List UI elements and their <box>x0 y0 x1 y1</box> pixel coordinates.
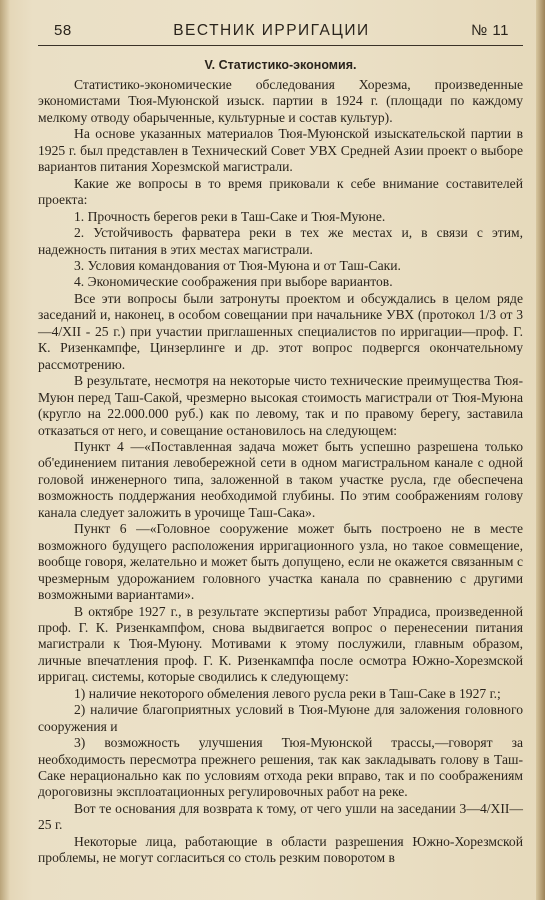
paragraph: Статистико-экономические обследования Хорезма, произведенные экономистами Тюя-Муюнской изыск. партии в 1924 г. (площади по каждому мелкому отводу обарыченные, культурные и состав культур). <box>38 77 523 125</box>
paragraph: Некоторые лица, работающие в области разрешения Южно-Хорезмской проблемы, не могут согласиться со столь резким поворотом в <box>38 833 523 866</box>
section-title: V. Статистико-экономия. <box>204 58 357 72</box>
page-number: 58 <box>54 22 72 39</box>
paragraph: На основе указанных материалов Тюя-Муюнской изыскательской партии в 1925 г. был представлен в Технический Совет УВХ Средней Азии проект о выборе вариантов питания Хорезмской магистрали. <box>38 126 523 175</box>
paragraph: В результате, несмотря на некоторые чисто технические преимущества Тюя-Муюн перед Таш-Сакой, чрезмерно высокая стоимость магистрали от Тюя-Муюна (кругло на 22.000.000 руб.) как по левому, так и по правому берегу, заставила отказаться от него, и совещание остановилось на следующем: <box>38 373 523 438</box>
quoted-clause: Пункт 4 —«Поставленная задача может быть успешно разрешена только об'единением питания левобережной сети в одном магистральном канале с одной головой инженерного типа, заложенной в таком участке русла, где обеспечена возможность поддержания необходимой глубины. По этим соображениям голову канала следует заложить в урочище Таш-Сака». <box>38 438 523 520</box>
list-item: 4. Экономические соображения при выборе вариантов. <box>74 274 393 290</box>
article-body <box>38 77 523 867</box>
paragraph: Вот те основания для возврата к тому, от чего ушли на заседании 3—4/XII—25 г. <box>38 800 523 833</box>
page-header <box>38 22 523 40</box>
quoted-clause: Пункт 6 —«Головное сооружение может быть построено не в месте возможного будущего расположения ирригационного узла, но такое совмещение, вообще говоря, желательно и может быть допущено, если не окажется связанным с чрезмерным удорожанием головного участка канала по сравнению с другими возможными вариантами». <box>38 521 523 603</box>
page-left-edge-shadow <box>0 0 10 900</box>
list-item: 2) наличие благоприятных условий в Тюя-Муюне для заложения головного сооружения и <box>38 702 523 734</box>
list-item: 2. Устойчивость фарватера реки в тех же местах и, в связи с этим, надежность питания в этих местах магистрали. <box>38 225 523 257</box>
paragraph: В октябре 1927 г., в результате экспертизы работ Упрадиса, произведенной проф. Г. К. Ризенкампфом, снова выдвигается вопрос о перенесении питания магистрали к Тюя-Муюну. Мотивами к этому послужили, главным образом, личные впечатления проф. Г. К. Ризенкампфа после осмотра Южно-Хорезмской ирригац. системы, которые сводились к следующему: <box>38 603 523 685</box>
binding-edge-shadow <box>536 0 545 900</box>
paragraph: Все эти вопросы были затронуты проектом и обсуждались в целом ряде заседаний и, наконец, в особом совещании при начальнике УВХ (протокол 1/3 от 3—4/XII - 25 г.) при участии приглашенных специалистов по ирригации—проф. Г. К. Ризенкампфе, Цинзерлинге и др. этот вопрос подвергся окончательному рассмотрению. <box>38 290 523 372</box>
list-item: 1. Прочность берегов реки в Таш-Саке и Тюя-Муюне. <box>74 208 386 224</box>
issue-number: № 11 <box>471 22 509 39</box>
journal-title: ВЕСТНИК ИРРИГАЦИИ <box>173 22 370 39</box>
list-item: 3. Условия командования от Тюя-Муюна и от Таш-Саки. <box>74 257 401 273</box>
paragraph: Какие же вопросы в то время приковали к себе внимание составителей проекта: <box>38 175 523 208</box>
list-item: 3) возможность улучшения Тюя-Муюнской трассы,—говорят за необходимость пересмотра прежнего решения, так как закладывать голову в Таш-Саке нерационально как по условиям отхода реки вправо, так и по соображениям дороговизны эксплоатационных регулировочных работ на реке. <box>38 735 523 800</box>
header-rule <box>38 45 523 46</box>
list-item: 1) наличие некоторого обмеления левого русла реки в Таш-Саке в 1927 г.; <box>74 685 501 701</box>
